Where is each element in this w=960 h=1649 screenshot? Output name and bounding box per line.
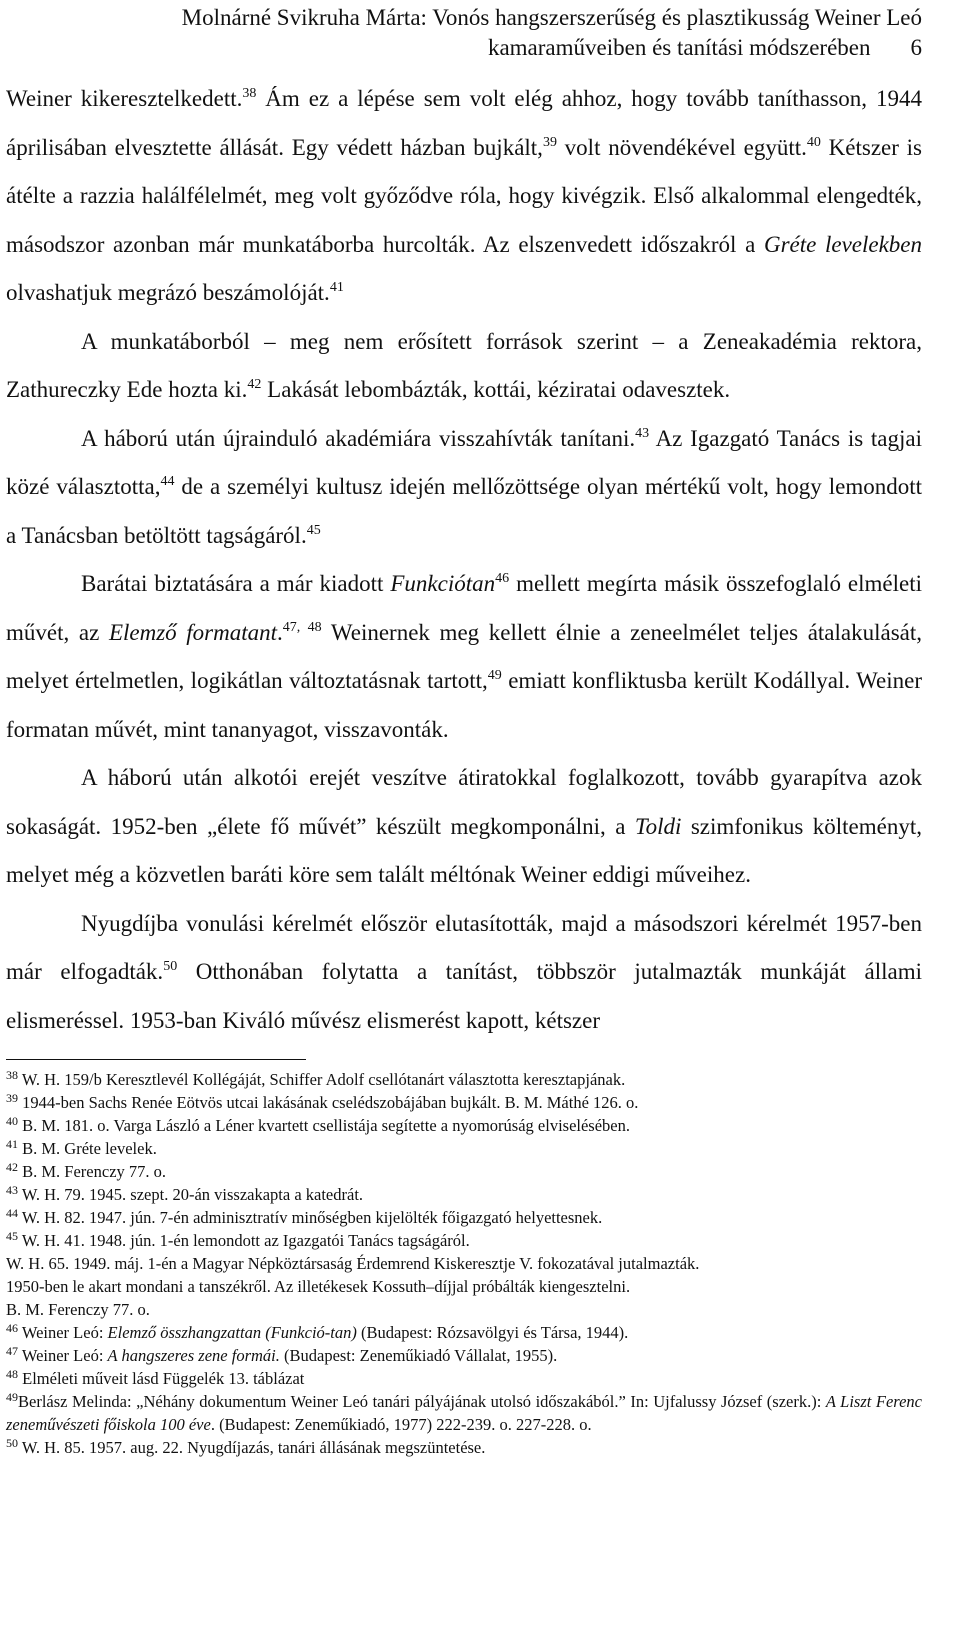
- text-run: Weiner Leó:: [18, 1323, 108, 1342]
- text-run: Az Igazgató Tanács is tagjai közé választotta,: [6, 425, 922, 499]
- text-run: Ám ez a lépése sem volt elég ahhoz, hogy tovább taníthasson, 1944 áprilisában elvesztette állását. Egy védett házban bujkált,: [6, 86, 923, 160]
- text-run: Kétszer is átélte a razzia halálfélelmét, meg volt győződve róla, hogy kivégzik. Első alkalommal elengedték, másodszor azonban már munkatáborba hurcolták. Az elszenvedett időszakról a: [6, 134, 922, 257]
- text-run: Berlász Melinda: „Néhány dokumentum Weiner Leó tanári pályájának utolsó időszakából.” In: Ujfalussy József (szerk.):: [18, 1392, 826, 1411]
- text-run: W. H. 82. 1947. jún. 7-én adminisztratív minőségben kijelölték főigazgató helyettesnek.: [18, 1208, 603, 1227]
- paragraph: [6, 754, 922, 900]
- footnote-ref: 48: [6, 1367, 18, 1381]
- text-run: Weinernek meg kellett élnie a zeneelmélet teljes átalakulását, melyet értelmetlen, logikátlan változtatásnak tartott,: [6, 619, 923, 693]
- footnote: [6, 1183, 922, 1206]
- footnote-ref: 40: [6, 1114, 18, 1128]
- footnote-ref: 40: [806, 134, 821, 150]
- text-run: Lakását lebombázták, kottái, kéziratai odavesztek.: [261, 377, 731, 402]
- footnote: [6, 1321, 922, 1344]
- text-run: (Budapest: Zeneműkiadó Vállalat, 1955).: [279, 1346, 558, 1365]
- italic-title: Gréte levelekben: [763, 231, 922, 257]
- footnote: [6, 1068, 922, 1091]
- footnote: [6, 1114, 922, 1137]
- footnote: [6, 1229, 922, 1252]
- footnote-ref: 50: [163, 959, 178, 974]
- text-run: Barátai biztatására a már kiadott: [81, 571, 391, 596]
- footnote: [6, 1137, 922, 1160]
- paragraph: [6, 75, 922, 318]
- text-run: A háború után alkotói erejét veszítve átiratokkal foglalkozott, tovább gyarapítva azok sokaságát. 1952-ben „élete fő művét” készült megkomponálni, a: [6, 765, 922, 839]
- text-run: Otthonában folytatta a tanítást, többször jutalmazták munkáját állami elismeréssel. 1953-ban Kiváló művész elismerést kapott, kétszer: [6, 959, 922, 1033]
- italic-title: Toldi: [634, 813, 682, 839]
- footnote-ref: 47: [6, 1344, 18, 1358]
- text-run: olvashatjuk megrázó beszámolóját.: [6, 280, 330, 305]
- footnote-ref: 39: [542, 134, 557, 150]
- text-run: B. M. Gréte levelek.: [18, 1139, 157, 1158]
- footnote-separator: [6, 1059, 306, 1060]
- text-run: W. H. 41. 1948. jún. 1-én lemondott az Igazgatói Tanács tagságáról.: [18, 1231, 470, 1250]
- text-run: Weiner Leó:: [18, 1346, 108, 1365]
- footnote-ref: 47, 48: [282, 619, 322, 635]
- text-run: W. H. 159/b Keresztlevél Kollégáját, Schiffer Adolf csellótanárt választotta keresztapjának.: [18, 1070, 626, 1089]
- footnote-ref: 42: [6, 1160, 18, 1174]
- italic-title: Elemző összhangzattan (Funkció-tan): [107, 1323, 357, 1342]
- text-run: W. H. 85. 1957. aug. 22. Nyugdíjazás, tanári állásának megszüntetése.: [18, 1438, 486, 1457]
- text-run: A munkatáborból – meg nem erősített források szerint – a Zeneakadémia rektora, Zathureczky Ede hozta ki.: [6, 328, 922, 402]
- header-title-line-1: Molnárné Svikruha Márta: Vonós hangszerszerűség és plasztikusság Weiner Leó: [181, 5, 922, 30]
- body-text: [6, 75, 922, 1045]
- header-title-line-2-text: kamaraműveiben és tanítási módszerében: [487, 35, 871, 60]
- footnote-ref: 43: [6, 1183, 18, 1197]
- footnote-ref: 46: [495, 571, 510, 586]
- text-run: B. M. Ferenczy 77. o.: [18, 1162, 167, 1181]
- header-title-line-2: [6, 33, 922, 63]
- footnote-ref: 49: [487, 668, 502, 683]
- text-run: B. M. Ferenczy 77. o.: [6, 1300, 150, 1319]
- footnote-ref: 49: [6, 1390, 18, 1404]
- footnotes: [6, 1068, 922, 1459]
- footnote-ref: 45: [306, 522, 321, 538]
- footnote-ref: 50: [6, 1436, 18, 1450]
- footnote: [6, 1436, 922, 1459]
- text-run: (Budapest: Rózsavölgyi és Társa, 1944).: [356, 1323, 629, 1342]
- text-run: 1944-ben Sachs Renée Eötvös utcai lakásának cselédszobájában bujkált. B. M. Máthé 126. o.: [18, 1093, 639, 1112]
- italic-title: Elemző formatant: [108, 619, 278, 645]
- text-run: szimfonikus költeményt, melyet még a közvetlen baráti köre sem talált méltónak Weiner eddigi műveihez.: [6, 813, 922, 887]
- footnote-ref: 44: [160, 474, 175, 489]
- footnote-ref: 42: [247, 377, 262, 392]
- footnote: [6, 1367, 922, 1390]
- footnote-ref: 39: [6, 1091, 18, 1105]
- text-run: Elméleti műveit lásd Függelék 13. táblázat: [18, 1369, 305, 1388]
- footnote-ref: 45: [6, 1229, 18, 1243]
- paragraph: [6, 415, 922, 561]
- italic-title: Funkciótan: [390, 571, 496, 596]
- italic-title: A hangszeres zene formái.: [107, 1346, 280, 1365]
- footnote-ref: 38: [242, 86, 257, 101]
- footnote: [6, 1091, 922, 1114]
- footnote: [6, 1344, 922, 1367]
- text-run: B. M. 181. o. Varga László a Léner kvartett csellistája segítette a nyomorúság elviselésében.: [18, 1116, 630, 1135]
- footnote-ref: 46: [6, 1321, 18, 1335]
- text-run: W. H. 79. 1945. szept. 20-án visszakapta a katedrát.: [18, 1185, 364, 1204]
- text-run: . (Budapest: Zeneműkiadó, 1977) 222-239. o. 227-228. o.: [210, 1415, 592, 1434]
- text-run: W. H. 65. 1949. máj. 1-én a Magyar Népköztársaság Érdemrend Kiskeresztje V. fokozatával jutalmazták.: [6, 1254, 700, 1273]
- running-header: [6, 0, 922, 63]
- text-run: 1950-ben le akart mondani a tanszékről. Az illetékesek Kossuth–díjjal próbálták kiengesztelni.: [6, 1277, 631, 1296]
- text-run: de a személyi kultusz idején mellőzöttsége olyan mértékű volt, hogy lemondott a Tanácsban betöltött tagságáról.: [6, 474, 922, 548]
- footnote-ref: 38: [6, 1068, 18, 1082]
- footnote: [6, 1252, 922, 1275]
- text-run: mellett megírta másik összefoglaló elméleti művét, az: [6, 571, 922, 645]
- text-run: A háború után újrainduló akadémiára visszahívták tanítani.: [81, 425, 636, 451]
- paragraph: [6, 318, 922, 415]
- italic-title: A Liszt Ferenc zeneművészeti főiskola 100 éve: [6, 1392, 922, 1434]
- footnote-ref: 44: [6, 1206, 18, 1220]
- footnote: [6, 1160, 922, 1183]
- footnote: [6, 1275, 922, 1298]
- paragraph: [6, 900, 922, 1046]
- footnote-ref: 41: [6, 1137, 18, 1151]
- text-run: Nyugdíjba vonulási kérelmét először elutasították, majd a másodszori kérelmét 1957-ben már elfogadták.: [6, 910, 922, 984]
- paragraph: [6, 560, 922, 754]
- text-run: Weiner kikeresztelkedett.: [6, 86, 243, 111]
- footnote: [6, 1206, 922, 1229]
- text-run: volt növendékével együtt.: [556, 134, 807, 160]
- footnote-ref: 43: [635, 425, 650, 441]
- footnote-ref: 41: [329, 280, 344, 295]
- footnote: [6, 1390, 922, 1436]
- page-number: 6: [910, 35, 922, 60]
- text-run: emiatt konfliktusba került Kodállyal. Weiner formatan művét, mint tananyagot, visszavonták.: [6, 668, 922, 742]
- footnote: [6, 1298, 922, 1321]
- text-run: .: [277, 619, 283, 645]
